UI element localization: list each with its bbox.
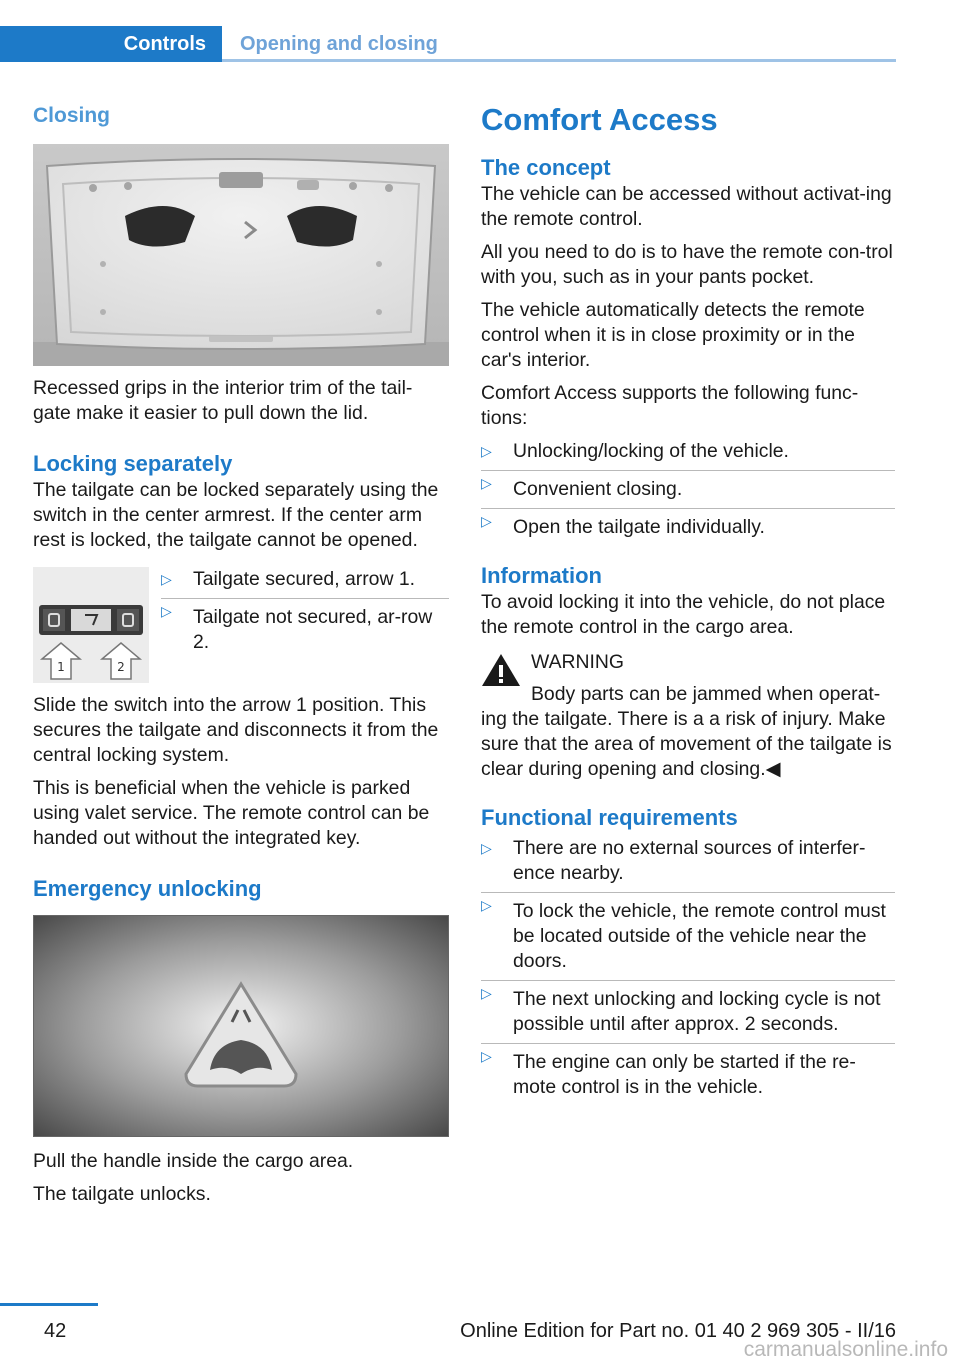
warning-triangle-icon (481, 652, 521, 688)
section-tab: Controls (0, 26, 222, 62)
info-text: To avoid locking it into the vehicle, do not place the remote control in the cargo area. (481, 591, 886, 638)
concept-text-3: The vehicle automatically detects the remote control when it is in close proximity or in the car's interior. (481, 299, 865, 371)
triangle-right-icon: ▷ (481, 475, 492, 491)
header-rule (222, 59, 896, 62)
tailgate-switch-image (33, 567, 149, 683)
chapter-tab: Opening and closing (240, 33, 438, 55)
tailgate-interior-image (33, 144, 449, 366)
triangle-right-icon: ▷ (161, 571, 172, 587)
list-item: ▷ To lock the vehicle, the remote control must be located outside of the vehicle near the doors. (481, 892, 895, 974)
closing-caption: Recessed grips in the interior trim of the tail-gate make it easier to pull down the lid. (33, 377, 413, 424)
list-item: ▷ There are no external sources of interfer-ence nearby. (481, 837, 866, 884)
locking-text: The tailgate can be locked separately using the switch in the center armrest. If the center arm rest is locked, the tailgate cannot be opened. (33, 479, 439, 551)
locking-heading: Locking separately (33, 451, 233, 476)
requirements-heading: Functional requirements (481, 805, 738, 830)
list-item: ▷ Unlocking/locking of the vehicle. (481, 440, 789, 462)
valet-text: This is beneficial when the vehicle is parked using valet service. The remote control can be handed out without the integrated key. (33, 777, 430, 849)
info-heading: Information (481, 563, 602, 588)
concept-text-1: The vehicle can be accessed without activat-ing the remote control. (481, 183, 892, 230)
footer-rule (0, 1303, 98, 1306)
arrow-label-2: 2 (117, 660, 125, 674)
list-item: ▷ Tailgate secured, arrow 1. (161, 568, 416, 590)
triangle-right-icon: ▷ (481, 443, 492, 459)
list-item: ▷ Open the tailgate individually. (481, 508, 895, 540)
warning-label: WARNING (531, 651, 624, 673)
triangle-right-icon: ▷ (481, 840, 492, 856)
page-title: Comfort Access (481, 102, 718, 137)
list-item: ▷ The engine can only be started if the re-mote control is in the vehicle. (481, 1043, 895, 1100)
closing-heading: Closing (33, 104, 110, 127)
switch-list (161, 567, 449, 655)
arrow-label-1: 1 (57, 660, 65, 674)
functions-list (481, 439, 895, 540)
edition-text: Online Edition for Part no. 01 40 2 969 305 - II/16 (460, 1320, 896, 1342)
left-column (33, 100, 449, 1207)
list-item: ▷ Tailgate not secured, ar-row 2. (161, 598, 449, 655)
slide-text: Slide the switch into the arrow 1 position. This secures the tailgate and disconnects it from the central locking system. (33, 694, 439, 766)
right-column (481, 100, 895, 1100)
triangle-right-icon: ▷ (481, 1048, 492, 1064)
unlocks-text: The tailgate unlocks. (33, 1183, 211, 1205)
requirements-list (481, 836, 895, 1100)
watermark: carmanualsonline.info (743, 1338, 948, 1361)
switch-block (33, 567, 449, 691)
triangle-right-icon: ▷ (481, 897, 492, 913)
triangle-right-icon: ▷ (481, 985, 492, 1001)
concept-heading: The concept (481, 155, 611, 180)
warning-block (481, 650, 895, 782)
page-header (0, 0, 960, 62)
list-item: ▷ Convenient closing. (481, 470, 895, 502)
concept-text-2: All you need to do is to have the remote con-trol with you, such as in your pants pocket. (481, 241, 893, 288)
pull-text: Pull the handle inside the cargo area. (33, 1150, 354, 1172)
emergency-heading: Emergency unlocking (33, 876, 262, 901)
emergency-handle-image (33, 915, 449, 1137)
triangle-right-icon: ▷ (481, 513, 492, 529)
triangle-right-icon: ▷ (161, 603, 172, 619)
concept-text-4: Comfort Access supports the following func-tions: (481, 382, 859, 429)
page-number: 42 (44, 1320, 67, 1342)
warning-text: Body parts can be jammed when operat-ing the tailgate. There is a a risk of injury. Make sure that the area of movement of the tailgate is clear during opening and closing.◀ (481, 683, 892, 780)
list-item: ▷ The next unlocking and locking cycle is not possible until after approx. 2 seconds. (481, 980, 895, 1037)
